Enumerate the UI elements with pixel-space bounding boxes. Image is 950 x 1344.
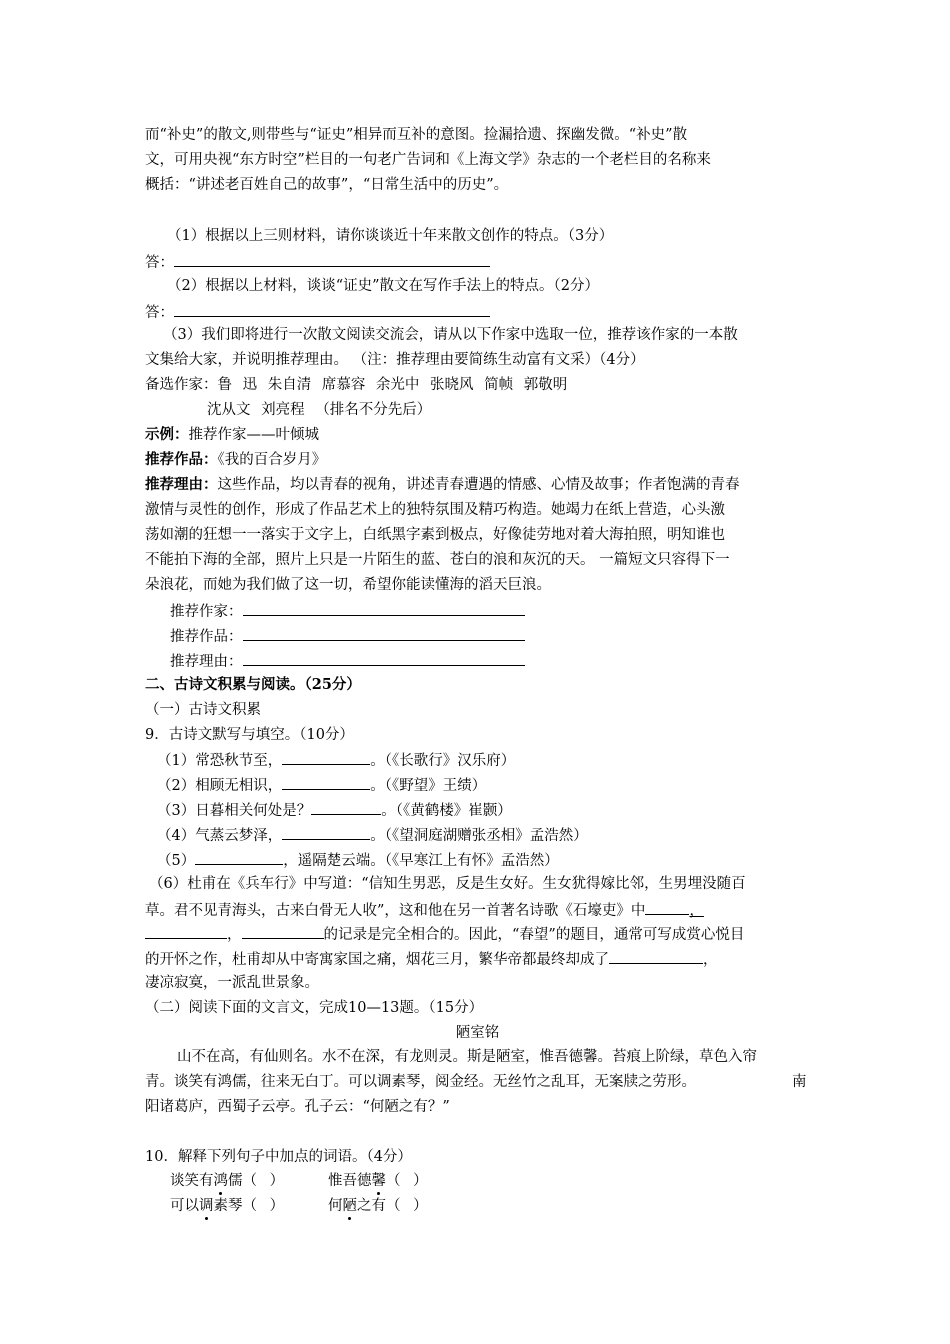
reason-line-3: 荡如潮的狂想一一落实于文字上，白纸黑字素到极点，好像徒劳地对着大海拍照，明知谁也 [145,527,725,543]
passage-title: 陋室铭 [455,1025,500,1041]
passage-line-2-end: 南 [792,1074,807,1090]
dotted-word: 陋 [343,1198,358,1214]
fill-item-2: （2）相顾无相识， 。（《野望》王绩） [157,775,486,795]
example-label: 示例： [145,426,189,443]
fill-reason-line [170,651,525,671]
fill-blank-1[interactable] [282,750,370,765]
reason-line-1 [145,476,740,494]
example-line [145,426,319,444]
answer-label: 答： [145,255,174,271]
reason-text-1: 这些作品，均以青春的视角，讲述青春遭遇的情感、心情及故事；作者饱满的青春 [217,477,740,493]
fill-item-6-line-2: 草。君不见青海头，古来白骨无人收”，这和他在另一首著名诗歌《石壕吏》中 ， [145,900,704,920]
q10-item-b1: 可以调 素琴（ ） [170,1197,284,1215]
fill-blank-4[interactable] [282,825,370,840]
example-work-line [145,451,326,469]
intro-line-2: 文，可用央视“东方时空”栏目的一句老广告词和《上海文学》杂志的一个老栏目的名称来 [145,152,711,168]
authors-list-1: 鲁 迅 朱自清 席慕容 余光中 张晓风 简帧 郭敬明 [217,377,568,393]
fill-item-4: （4）气蒸云梦泽， 。（《望洞庭湖赠张丞相》孟浩然） [157,825,588,845]
fill-item-3: （3）日暮相关何处是？ 。（《黄鹤楼》崔颢） [157,800,512,820]
q8-sub2: （2）根据以上材料，谈谈“证史”散文在写作手法上的特点。（2分） [167,278,600,294]
fill-item-5: （5） ，遥隔楚云端。（《早寒江上有怀》孟浩然） [157,850,559,870]
section-2-title: 二、古诗文积累与阅读。（25分） [145,676,361,693]
q8-sub3-line-1: （3）我们即将进行一次散文阅读交流会，请从以下作家中选取一位，推荐该作家的一本散 [163,327,738,343]
emphasis-dot [348,1217,351,1220]
fill-blank-6c[interactable] [242,924,324,939]
emphasis-dot [219,1192,222,1195]
fill-work-label: 推荐作品： [170,629,243,645]
fill-item-6-line-4: 的开怀之作，杜甫却从中寄寓家国之痛，烟花三月，繁华帝都最终却成了 ， [145,949,718,969]
fill-item-6-line-3: ， 的记录是完全相合的。因此，“春望”的题目，通常可写成赏心悦目 [145,924,744,944]
q8-sub1: （1）根据以上三则材料，请你谈谈近十年来散文创作的特点。（3分） [167,228,614,244]
fill-reason-label: 推荐理由： [170,654,243,670]
answer-line-1 [145,252,490,272]
section-2-part-2: （二）阅读下面的文言文，完成10—13题。（15分） [145,1000,484,1016]
answer-blank-1[interactable] [174,252,490,267]
fill-blank-3[interactable] [311,800,381,815]
intro-line-1: 而“补史”的散文,则带些与“证史”相异而互补的意图。捡漏拾遗、探幽发微。“补史”散 [145,127,688,143]
fill-author-label: 推荐作家： [170,604,243,620]
q10-title: 10．解释下列句子中加点的词语。（4分） [145,1149,412,1165]
q9-title: 9．古诗文默写与填空。（10分） [145,727,354,743]
fill-work-line [170,626,525,646]
section-2-part-1: （一）古诗文积累 [145,702,261,718]
dotted-word: 馨 [372,1173,387,1189]
reason-label: 推荐理由： [145,476,218,493]
fill-blank-6d[interactable] [609,949,703,964]
authors-line-1 [145,376,567,394]
example-value: 推荐作家——叶倾城 [188,427,319,443]
authors-label: 备选作家： [145,377,218,393]
q10-item-a2: 惟吾德馨 （ ） [328,1172,428,1190]
fill-work-blank[interactable] [243,626,525,641]
fill-reason-blank[interactable] [243,651,525,666]
reason-line-4: 不能拍下海的全部，照片上只是一片陌生的蓝、苍白的浪和灰沉的天。 一篇短文只容得下一 [145,552,730,568]
intro-line-3: 概括：“讲述老百姓自己的故事”，“日常生活中的历史”。 [145,177,509,193]
passage-line-3: 阳诸葛庐，西蜀子云亭。孔子云：“何陋之有？” [145,1099,450,1115]
answer-line-2 [145,302,490,322]
dotted-word: 调 [199,1198,214,1214]
answer-blank-2[interactable] [174,302,490,317]
passage-line-2: 青。谈笑有鸿儒，往来无白丁。可以调素琴，阅金经。无丝竹之乱耳，无案牍之劳形。 [145,1074,696,1090]
fill-blank-2[interactable] [282,775,370,790]
q10-item-b2: 何陋 之有（ ） [328,1197,428,1215]
dotted-word: 鸿 [214,1173,229,1189]
work-value: 《我的百合岁月》 [217,452,327,468]
fill-author-line [170,601,525,621]
reason-line-2: 激情与灵性的创作，形成了作品艺术上的独特氛围及精巧构造。她竭力在纸上营造，心头激 [145,502,725,518]
reason-line-5: 朵浪花，而她为我们做了这一切，希望你能读懂海的滔天巨浪。 [145,577,551,593]
emphasis-dot [205,1217,208,1220]
emphasis-dot [377,1192,380,1195]
fill-item-1: （1）常恐秋节至， 。（《长歌行》汉乐府） [157,750,515,770]
fill-item-6-line-5: 凄凉寂寞，一派乱世景象。 [145,975,319,991]
fill-blank-5[interactable] [195,850,283,865]
q8-sub3-line-2: 文集给大家，并说明推荐理由。 （注：推荐理由要简练生动富有文采）（4分） [145,352,645,368]
fill-author-blank[interactable] [243,601,525,616]
fill-blank-6b[interactable] [145,924,227,939]
work-label: 推荐作品： [145,451,218,468]
fill-blank-6a[interactable] [645,900,689,915]
q10-item-a1: 谈笑有鸿 儒（ ） [170,1172,284,1190]
authors-line-2: 沈从文 刘亮程 （排名不分先后） [207,402,432,418]
fill-item-6-line-1: （6）杜甫在《兵车行》中写道：“信知生男恶，反是生女好。生女犹得嫁比邻，生男埋没随百 [149,876,746,892]
passage-line-1: 山不在高，有仙则名。水不在深，有龙则灵。斯是陋室，惟吾德馨。苔痕上阶绿，草色入帘 [177,1049,757,1065]
answer-label: 答： [145,305,174,321]
